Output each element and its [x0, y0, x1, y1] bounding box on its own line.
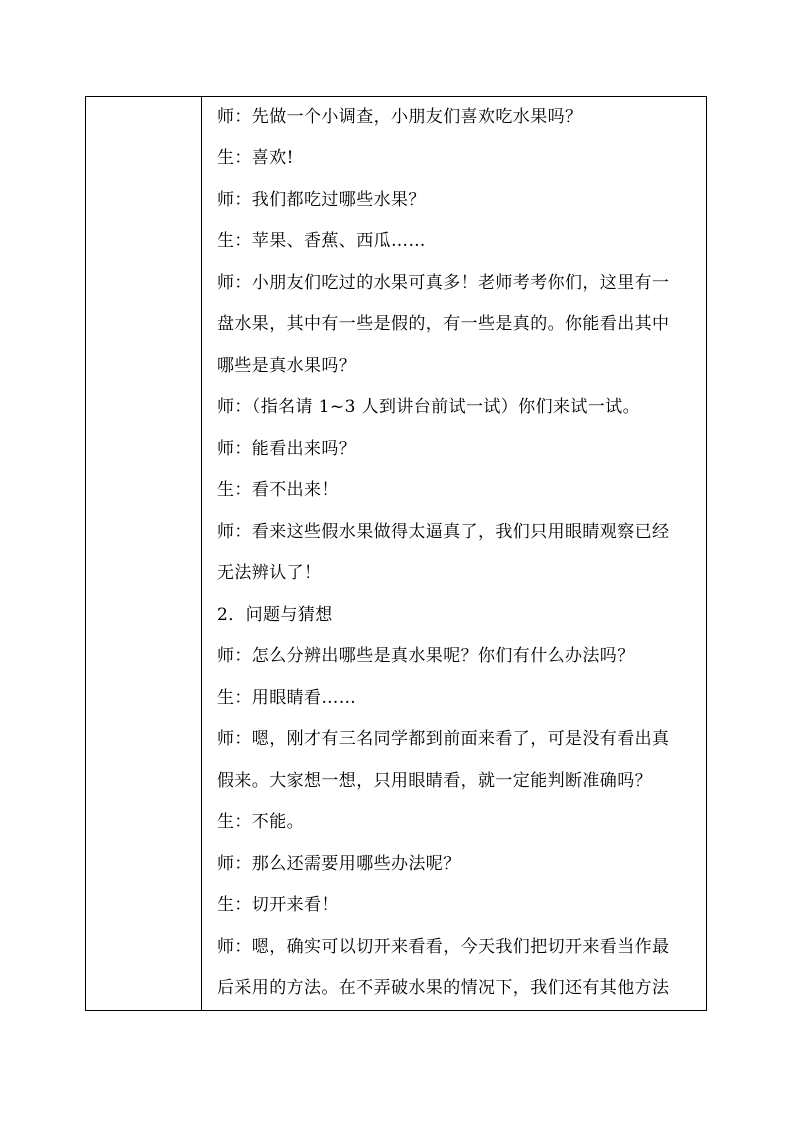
section-heading: 2．问题与猜想	[217, 605, 333, 625]
text-line: 师：嗯，确实可以切开来看看，今天我们把切开来看当作最	[217, 937, 670, 957]
text-line: 师：我们都吃过哪些水果？	[217, 190, 426, 210]
text-line: 生：切开来看！	[217, 895, 339, 915]
left-column-cell	[86, 97, 201, 1010]
text-line: 假来。大家想一想，只用眼睛看，就一定能判断准确吗？	[217, 771, 652, 791]
text-line: 师：小朋友们吃过的水果可真多！老师考考你们，这里有一	[217, 273, 670, 293]
text-line: 师：嗯，刚才有三名同学都到前面来看了，可是没有看出真	[217, 729, 670, 749]
text-line: 生：不能。	[217, 812, 304, 832]
text-line: 后采用的方法。在不弄破水果的情况下，我们还有其他方法	[217, 978, 670, 998]
lesson-table	[85, 96, 707, 1011]
text-line: 生：用眼睛看……	[217, 688, 357, 708]
text-line: 师：能看出来吗？	[217, 439, 357, 459]
text-line: 哪些是真水果吗？	[217, 356, 357, 376]
text-line: 师：看来这些假水果做得太逼真了，我们只用眼睛观察已经	[217, 522, 670, 542]
text-line: 师：（指名请 1~3 人到讲台前试一试）你们来试一试。	[217, 397, 640, 417]
text-line: 生：喜欢!	[217, 148, 294, 168]
text-line: 无法辨认了！	[217, 563, 322, 583]
text-line: 师：怎么分辨出哪些是真水果呢？你们有什么办法吗？	[217, 646, 635, 666]
text-line: 师：那么还需要用哪些办法呢？	[217, 854, 461, 874]
text-line: 师：先做一个小调查，小朋友们喜欢吃水果吗？	[217, 107, 583, 127]
column-divider	[201, 97, 202, 1010]
text-line: 生：苹果、香蕉、西瓜……	[217, 231, 426, 251]
text-line: 盘水果，其中有一些是假的，有一些是真的。你能看出其中	[217, 314, 670, 334]
text-line: 生：看不出来！	[217, 480, 339, 500]
